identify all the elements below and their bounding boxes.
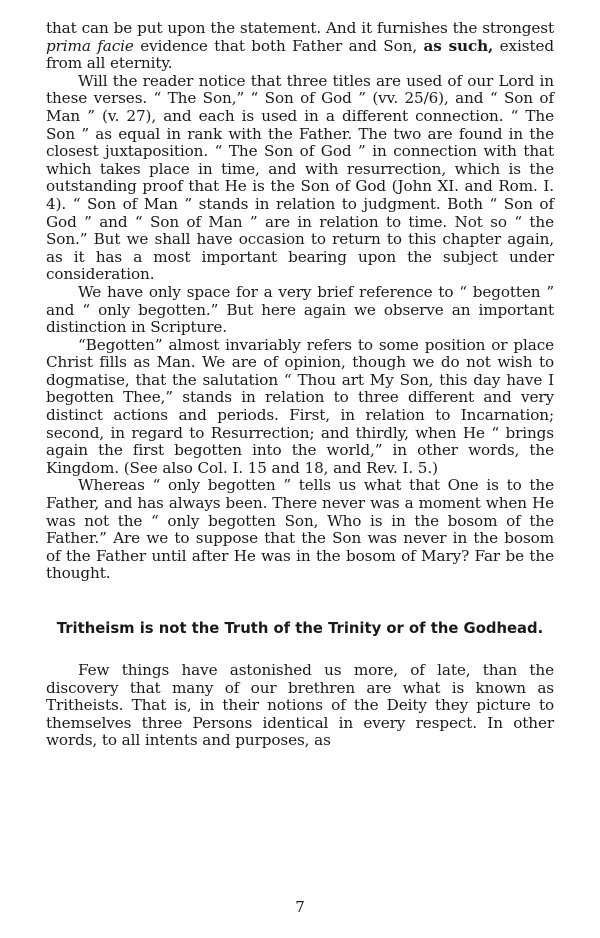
text-run: Few things have astonished us more, of late, than the discovery that many of our brethren are what is known as Tritheists. That is, in their notions of the Deity they picture to themselves three Persons identical in every respect. In other words, to all intents and purposes, as: [46, 661, 554, 750]
text-run: Will the reader notice that three titles are used of our Lord in these verses. “ The Son,” “ Son of God ” (vv. 25/6), and “ Son of Man ” (v. 27), and each is used in a different connection. “ The Son ” as equal in rank with the Father. The two are found in the closest juxtaposition. “ The Son of God ” in connection with that which takes place in time, and with resurrection, which is the outstanding proof that He is the Son of God (John XI. and Rom. I. 4). “ Son of Man ” stands in relation to judgment. Both “ Son of God ” and “ Son of Man ” are in relation to time. Not so “ the Son.” But we shall have occasion to return to this chapter again, as it has a most important bearing upon the subject under consideration.: [46, 71, 554, 284]
paragraph-p1: [46, 20, 554, 73]
page-number: 7: [295, 898, 305, 916]
text-run: that can be put upon the statement. And it furnishes the strongest: [46, 19, 554, 37]
text-run: “Begotten” almost invariably refers to some position or place Christ fills as Man. We are of opinion, though we do not wish to dogmatise, that the salutation “ Thou art My Son, this day have I begotten Thee,” stands in relation to three different and very distinct actions and periods. First, in relation to Incarnation; second, in regard to Resurrection; and thirdly, when He “ brings again the first begotten into the world,” in other words, the Kingdom. (See also Col. I. 15 and 18, and Rev. I. 5.): [46, 335, 554, 477]
text-run: as such,: [423, 36, 494, 55]
section-heading: Tritheism is not the Truth of the Trinity or of the Godhead.: [56, 620, 544, 637]
text-run: existed from all eternity.: [46, 36, 554, 73]
text-run: We have only space for a very brief reference to “ begotten ” and “ only begotten.” But here again we observe an important distinction in Scripture.: [46, 282, 554, 337]
paragraphs-section: [46, 20, 554, 583]
paragraph-p5: [46, 477, 554, 583]
paragraphs-after-heading: [46, 662, 554, 750]
paragraph-p3: [46, 284, 554, 337]
paragraph-p4: [46, 337, 554, 478]
text-run: Whereas “ only begotten ” tells us what that One is to the Father, and has always been. There never was a moment when He was not the “ only begotten Son, Who is in the bosom of the Father.” Are we to suppose that the Son was never in the bosom of the Father until after He was in the bosom of Mary? Far be the thought.: [46, 476, 554, 583]
text-run: evidence that both Father and Son,: [133, 36, 424, 55]
page-body: [46, 20, 554, 750]
paragraph-p2: [46, 73, 554, 284]
text-run: prima facie: [46, 36, 134, 55]
paragraph-p6: [46, 662, 554, 750]
